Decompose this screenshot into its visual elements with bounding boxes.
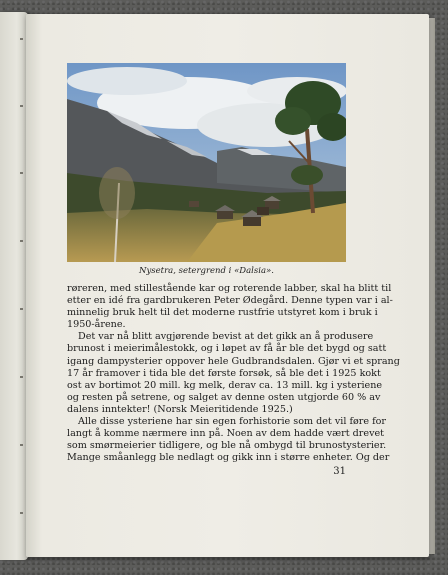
text-line: ost av bortimot 20 mill. kg melk, derav ca. 13 mill. kg i ysteriene [67,379,383,391]
binding-stitch [20,240,23,242]
text-line: minnelig bruk helt til det moderne rustfrie utstyret kom i bruk i [67,307,378,319]
left-page-edge [0,12,28,560]
binding-stitch [20,444,23,446]
binding-stitch [20,38,23,40]
binding-stitch [20,376,23,378]
text-line: Det var nå blitt avgjørende bevist at det gikk an å produsere [78,331,374,343]
text-line: røreren, med stillestående kar og roterende labber, skal ha blitt til [67,283,392,294]
text-line: brunost i meierimålestokk, og i løpet av få år ble det bygd og satt [67,343,387,355]
text-line: etter en idé fra gardbrukeren Peter Ødegård. Denne typen var i al- [67,295,393,307]
binding-stitch [20,105,23,107]
binding-stitch [20,308,23,310]
photo-caption: Nysetra, setergrend i «Dalsia». [139,266,274,276]
text-line: Alle disse ysteriene har sin egen forhistorie som det vil føre for [78,416,386,428]
text-line: Mange småanlegg ble nedlagt og gikk inn i større enheter. Og der [67,452,390,464]
photo-mountain-farm [67,63,346,262]
text-line: 1950-årene. [67,319,126,331]
page-stack-edge [429,18,435,554]
text-line: og resten på setrene, og salget av denne osten utgjorde 60 % av [67,391,381,403]
page-number: 31 [333,466,346,477]
landscape-illustration [67,63,346,262]
binding-stitch [20,172,23,174]
body-text [67,283,400,464]
text-line: igang dampysterier oppover hele Gudbrandsdalen. Gjør vi et sprang [67,355,400,367]
text-line: langt å komme nærmere inn på. Noen av dem hadde vært drevet [67,428,385,440]
text-line: som smørmeierier tidligere, og ble nå ombygd til brunostysterier. [67,440,387,452]
binding-stitch [20,512,23,514]
text-line: 17 år framover i tida ble det første forsøk, så ble det i 1925 kokt [67,367,381,379]
text-line: dalens inntekter! (Norsk Meieritidende 1925.) [67,403,293,415]
